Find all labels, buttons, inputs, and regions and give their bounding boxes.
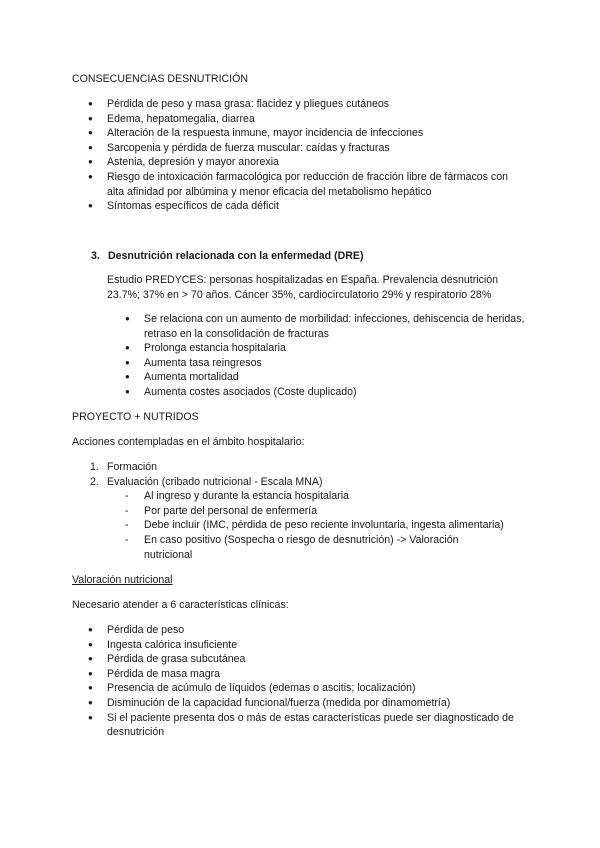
list-item: ● Síntomas específicos de cada déficit [107,199,527,214]
list-item: ● Aumenta mortalidad [144,370,529,385]
section-3-number: 3. [91,250,100,262]
section-3-heading [91,249,364,264]
acciones-list [90,460,510,562]
evaluacion-sublist [90,489,504,562]
sub-list-item: - Debe incluir (IMC, pérdida de peso reciente involuntaria, ingesta alimentaria) [144,518,504,533]
list-item: ● Edema, hepatomegalia, diarrea [107,112,527,127]
list-item: ● Pérdida de peso [107,623,527,638]
consequences-list [107,97,527,214]
list-item: ● Aumenta tasa reingresos [144,356,529,371]
list-item: ● Astenia, depresión y mayor anorexia [107,155,527,170]
list-item: ● Pérdida de peso y masa grasa: flacidez y pliegues cutáneos [107,97,527,112]
section-3-title: Desnutrición relacionada con la enfermedad (DRE) [108,250,364,262]
list-item: ● Sarcopenia y pérdida de fuerza muscular: caídas y fracturas [107,141,527,156]
sub-list-item: - Por parte del personal de enfermería [144,504,504,519]
estudio-predyces: Estudio PREDYCES: personas hospitalizadas en España. Prevalencia desnutrición 23.7%; 37% en > 70 años. Cáncer 35%, cardiocirculatorio 29% y respiratorio 28% [107,274,499,301]
list-item [90,475,510,563]
proyecto-title: PROYECTO + NUTRIDOS [72,411,199,423]
proyecto-intro: Acciones contempladas en el ámbito hospitalario: [72,436,305,448]
sub-list-item: - En caso positivo (Sospecha o riesgo de desnutrición) -> Valoración nutricional [144,533,504,562]
list-item: ● Se relaciona con un aumento de morbilidad: infecciones, dehiscencia de heridas, retraso en la consolidación de fracturas [144,312,529,341]
list-item: ● Si el paciente presenta dos o más de estas características puede ser diagnosticado de desnutrición [107,711,527,740]
list-item: ● Pérdida de masa magra [107,667,527,682]
list-item: ● Presencia de acúmulo de líquidos (edemas o ascitis; localización) [107,681,527,696]
list-item: ● Pérdida de grasa subcutánea [107,652,527,667]
list-item: ● Disminución de la capacidad funcional/fuerza (medida por dinamometría) [107,696,527,711]
item-number: 1. [90,461,99,473]
heading-consecuencias: CONSECUENCIAS DESNUTRICIÓN [72,73,248,85]
caracteristicas-list [107,623,527,740]
list-item: ● Alteración de la respuesta inmune, mayor incidencia de infecciones [107,126,527,141]
item-number: 2. [90,475,99,488]
sub-list-item: - Al ingreso y durante la estancia hospitalaria [144,489,504,504]
list-item: ● Aumenta costes asociados (Coste duplicado) [144,385,529,400]
list-item [90,460,510,475]
list-item: ● Riesgo de intoxicación farmacológica por reducción de fracción libre de fármacos con alta afinidad por albúmina y menor eficacia del metabolismo hepático [107,170,527,199]
dre-list [144,312,529,400]
valoracion-title: Valoración nutricional [72,574,173,586]
item-text: Formación [107,461,158,473]
list-item: ● Ingesta calórica insuficiente [107,638,527,653]
item-text: Evaluación (cribado nutricional - Escala MNA) [107,475,323,488]
list-item: ● Prolonga estancia hospitalaria [144,341,529,356]
valoracion-intro: Necesario atender a 6 características clínicas: [72,599,289,611]
